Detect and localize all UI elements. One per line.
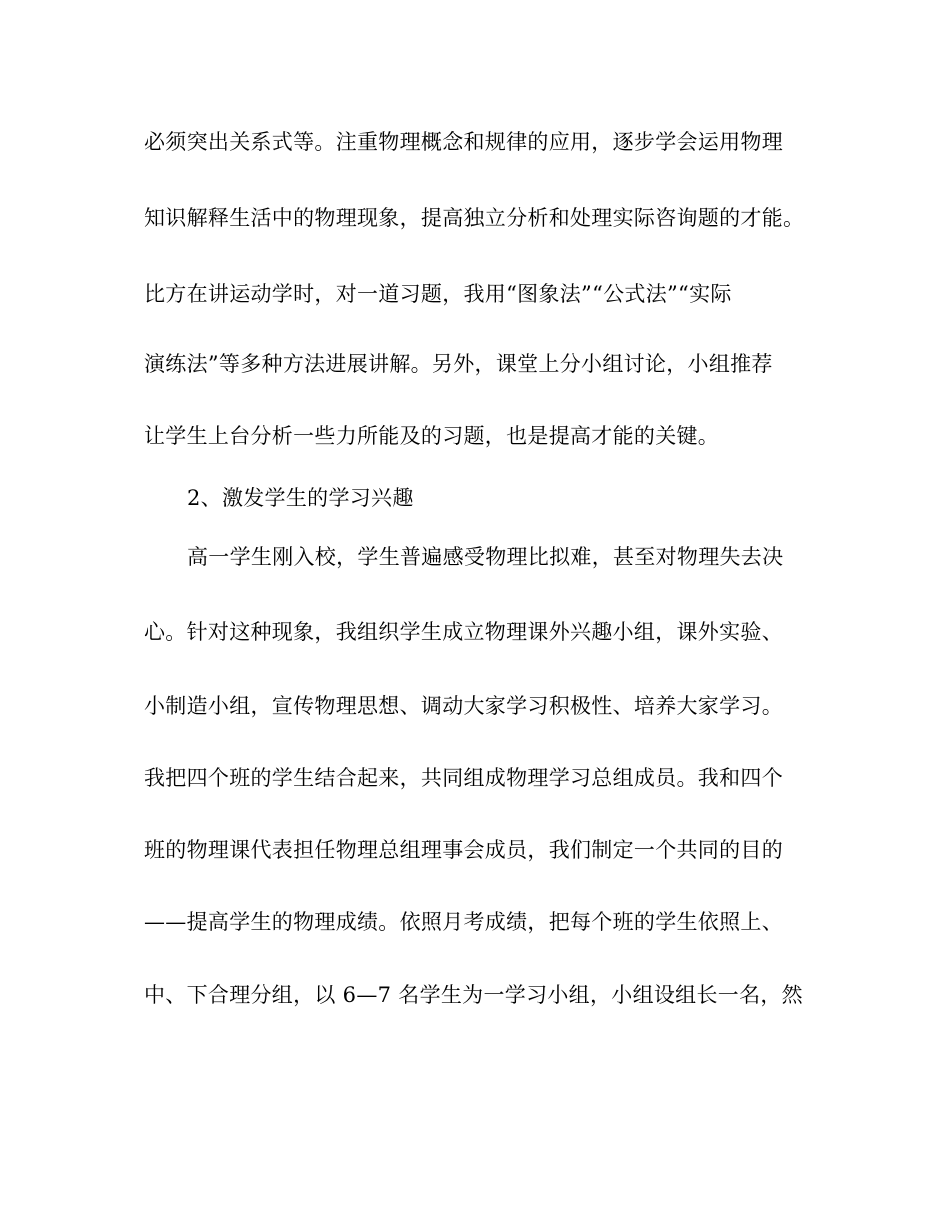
text-line-10: 我把四个班的学生结合起来，共同组成物理学习总组成员。我和四个 (144, 766, 783, 790)
text-line-9: 小制造小组，宣传物理思想、调动大家学习积极性、培养大家学习。 (144, 694, 783, 718)
text-line-8: 心。针对这种现象，我组织学生成立物理课外兴趣小组，课外实验、 (144, 620, 783, 644)
text-line-3: 比方在讲运动学时，对一道习题，我用“图象法”“公式法”“实际 (144, 282, 732, 306)
text-line-5: 让学生上台分析一些力所能及的习题，也是提高才能的关键。 (144, 424, 720, 448)
text-line-11: 班的物理课代表担任物理总组理事会成员，我们制定一个共同的目的 (144, 838, 783, 862)
text-line-2: 知识解释生活中的物理现象，提高独立分析和处理实际咨询题的才能。 (144, 206, 805, 230)
text-line-7: 高一学生刚入校，学生普遍感受物理比拟难，甚至对物理失去决 (187, 545, 784, 569)
text-line-12: ——提高学生的物理成绩。依照月考成绩，把每个班的学生依照上、 (144, 910, 783, 934)
text-line-1: 必须突出关系式等。注重物理概念和规律的应用，逐步学会运用物理 (144, 130, 783, 154)
text-line-13: 中、下合理分组，以 6—7 名学生为一学习小组，小组设组长一名，然 (144, 983, 803, 1007)
section-heading: 2、激发学生的学习兴趣 (187, 486, 414, 510)
text-line-4: 演练法”等多种方法进展讲解。另外，课堂上分小组讨论，小组推荐 (144, 352, 773, 376)
